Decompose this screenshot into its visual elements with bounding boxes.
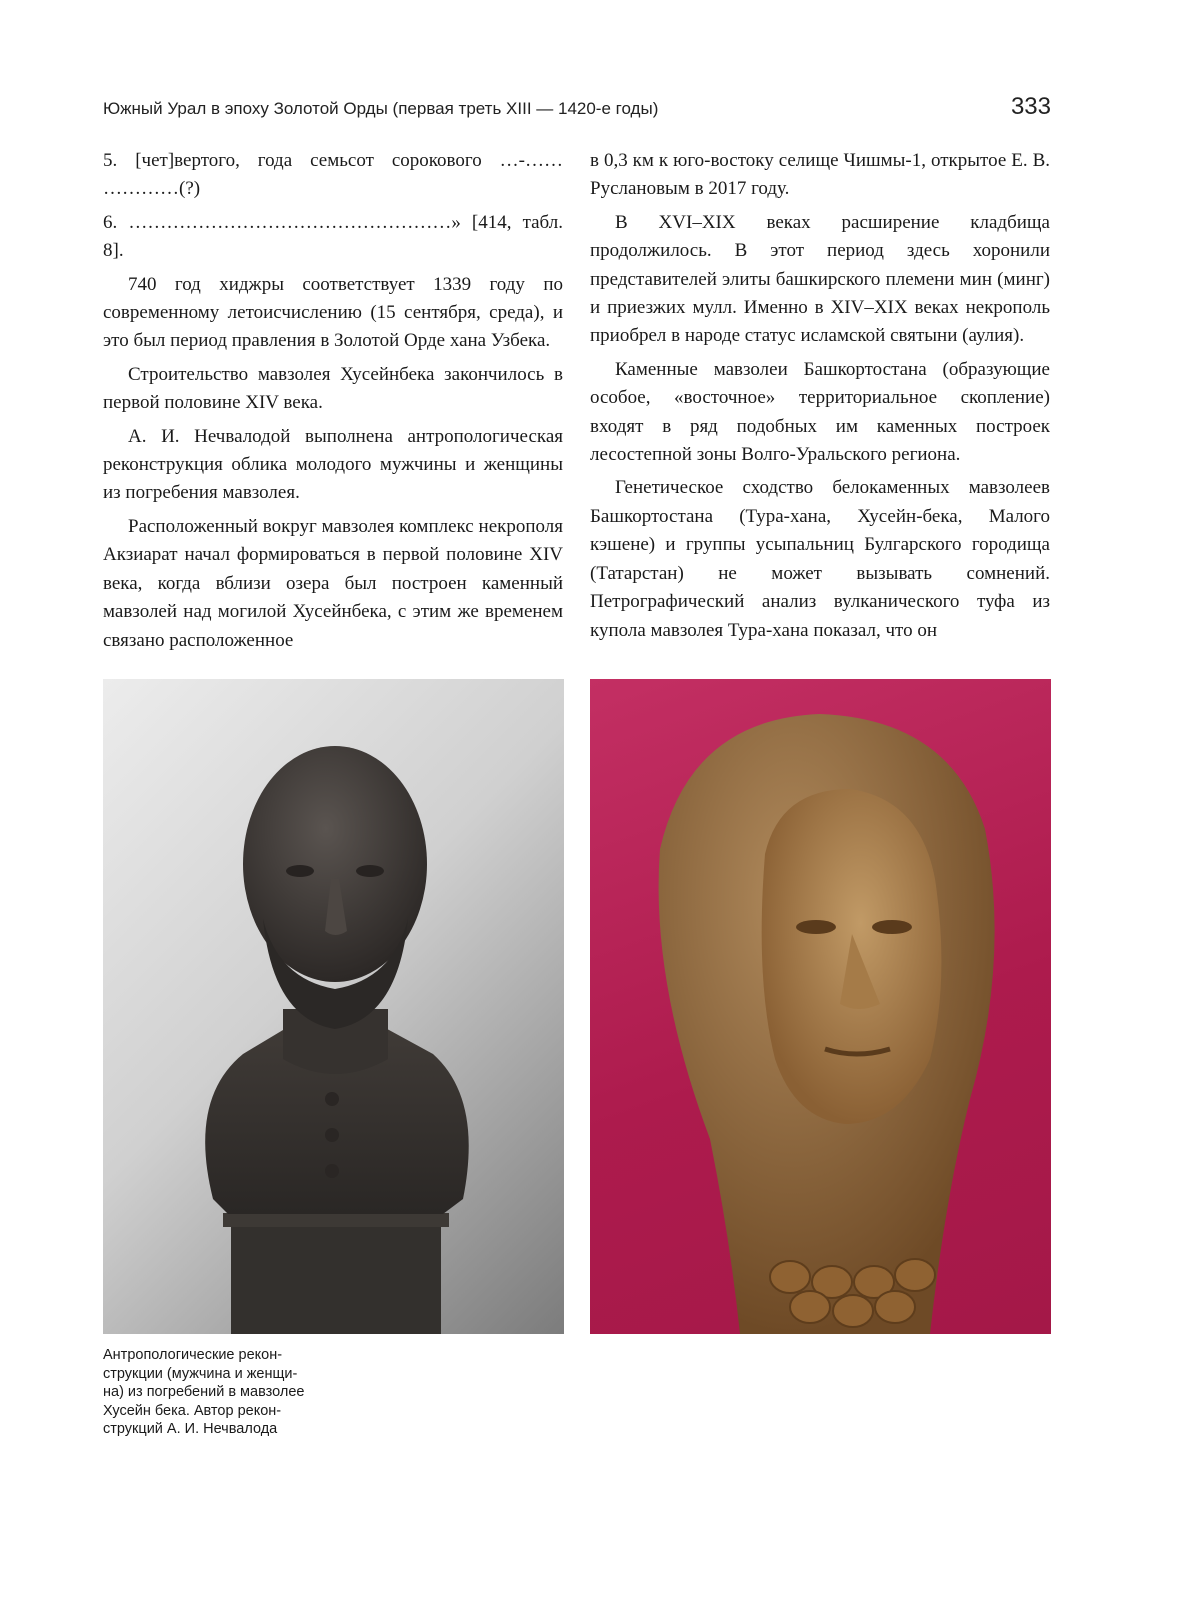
female-bust-photo bbox=[590, 679, 1051, 1334]
right-text-column bbox=[590, 147, 1050, 650]
paragraph-cemetery-expansion: В XVI–XIX веках расширение кладбища продолжилось. В этот период здесь хоронили представителей элиты башкирского племени мин (минг) и приезжих мулл. Именно в XIV–XIX веках некрополь приобрел в народе статус исламской святыни (аулия). bbox=[590, 211, 1050, 347]
paragraph-settlement: в 0,3 км к юго-востоку селище Чишмы-1, открытое Е. В. Руслановым в 2017 году. bbox=[590, 150, 1050, 200]
left-text-column bbox=[103, 147, 563, 660]
female-bust-illustration bbox=[590, 679, 1051, 1334]
paragraph-construction: Строительство мавзолея Хусейнбека закончилось в первой половине XIV века. bbox=[103, 363, 563, 414]
paragraph-genetic-similarity: Генетическое сходство белокаменных мавзолеев Башкортостана (Тура-хана, Хусейн-бека, Малого кэшене) и группы усыпальниц Булгарского городища (Татарстан) не может вызывать сомнений. Петрографический анализ вулканического туфа из купола мавзолея Тура-хана показал, что он bbox=[590, 477, 1050, 641]
figure-caption: Антропологические рекон- струкции (мужчина и женщи- на) из погребений в мавзолее Хусейн бека. Автор рекон- струкций А. И. Нечвалода bbox=[103, 1347, 305, 1437]
page-number: 333 bbox=[1010, 93, 1051, 120]
running-head bbox=[103, 93, 1051, 125]
paragraph-reconstruction: А. И. Нечвалодой выполнена антропологическая реконструкция облика молодого мужчины и женщины из погребения мавзолея. bbox=[103, 425, 563, 504]
male-bust-illustration bbox=[103, 679, 564, 1334]
inscription-line-5: 5. [чет]вертого, года семьсот сорокового …-…… …………(?) bbox=[103, 150, 563, 200]
running-title: Южный Урал в эпоху Золотой Орды (первая треть XIII — 1420-е годы) bbox=[103, 99, 659, 118]
paragraph-hijri-date: 740 год хиджры соответствует 1339 году по современному летоисчислению (15 сентября, среда), и это был период правления в Золотой Орде хана Узбека. bbox=[103, 273, 563, 352]
paragraph-stone-mausoleums: Каменные мавзолеи Башкортостана (образующие особое, «восточное» территориальное скопление) входят в ряд подобных им каменных построек лесостепной зоны Волго-Уральского региона. bbox=[590, 358, 1050, 466]
male-bust-photo bbox=[103, 679, 564, 1334]
paragraph-necropolis: Расположенный вокруг мавзолея комплекс некрополя Акзиарат начал формироваться в первой половине XIV века, когда вблизи озера был построен каменный мавзолей над могилой Хусейнбека, с этим же временем связано расположенное bbox=[103, 515, 563, 651]
inscription-line-6: 6. ……………………………………………» [414, табл. 8]. bbox=[103, 211, 563, 262]
